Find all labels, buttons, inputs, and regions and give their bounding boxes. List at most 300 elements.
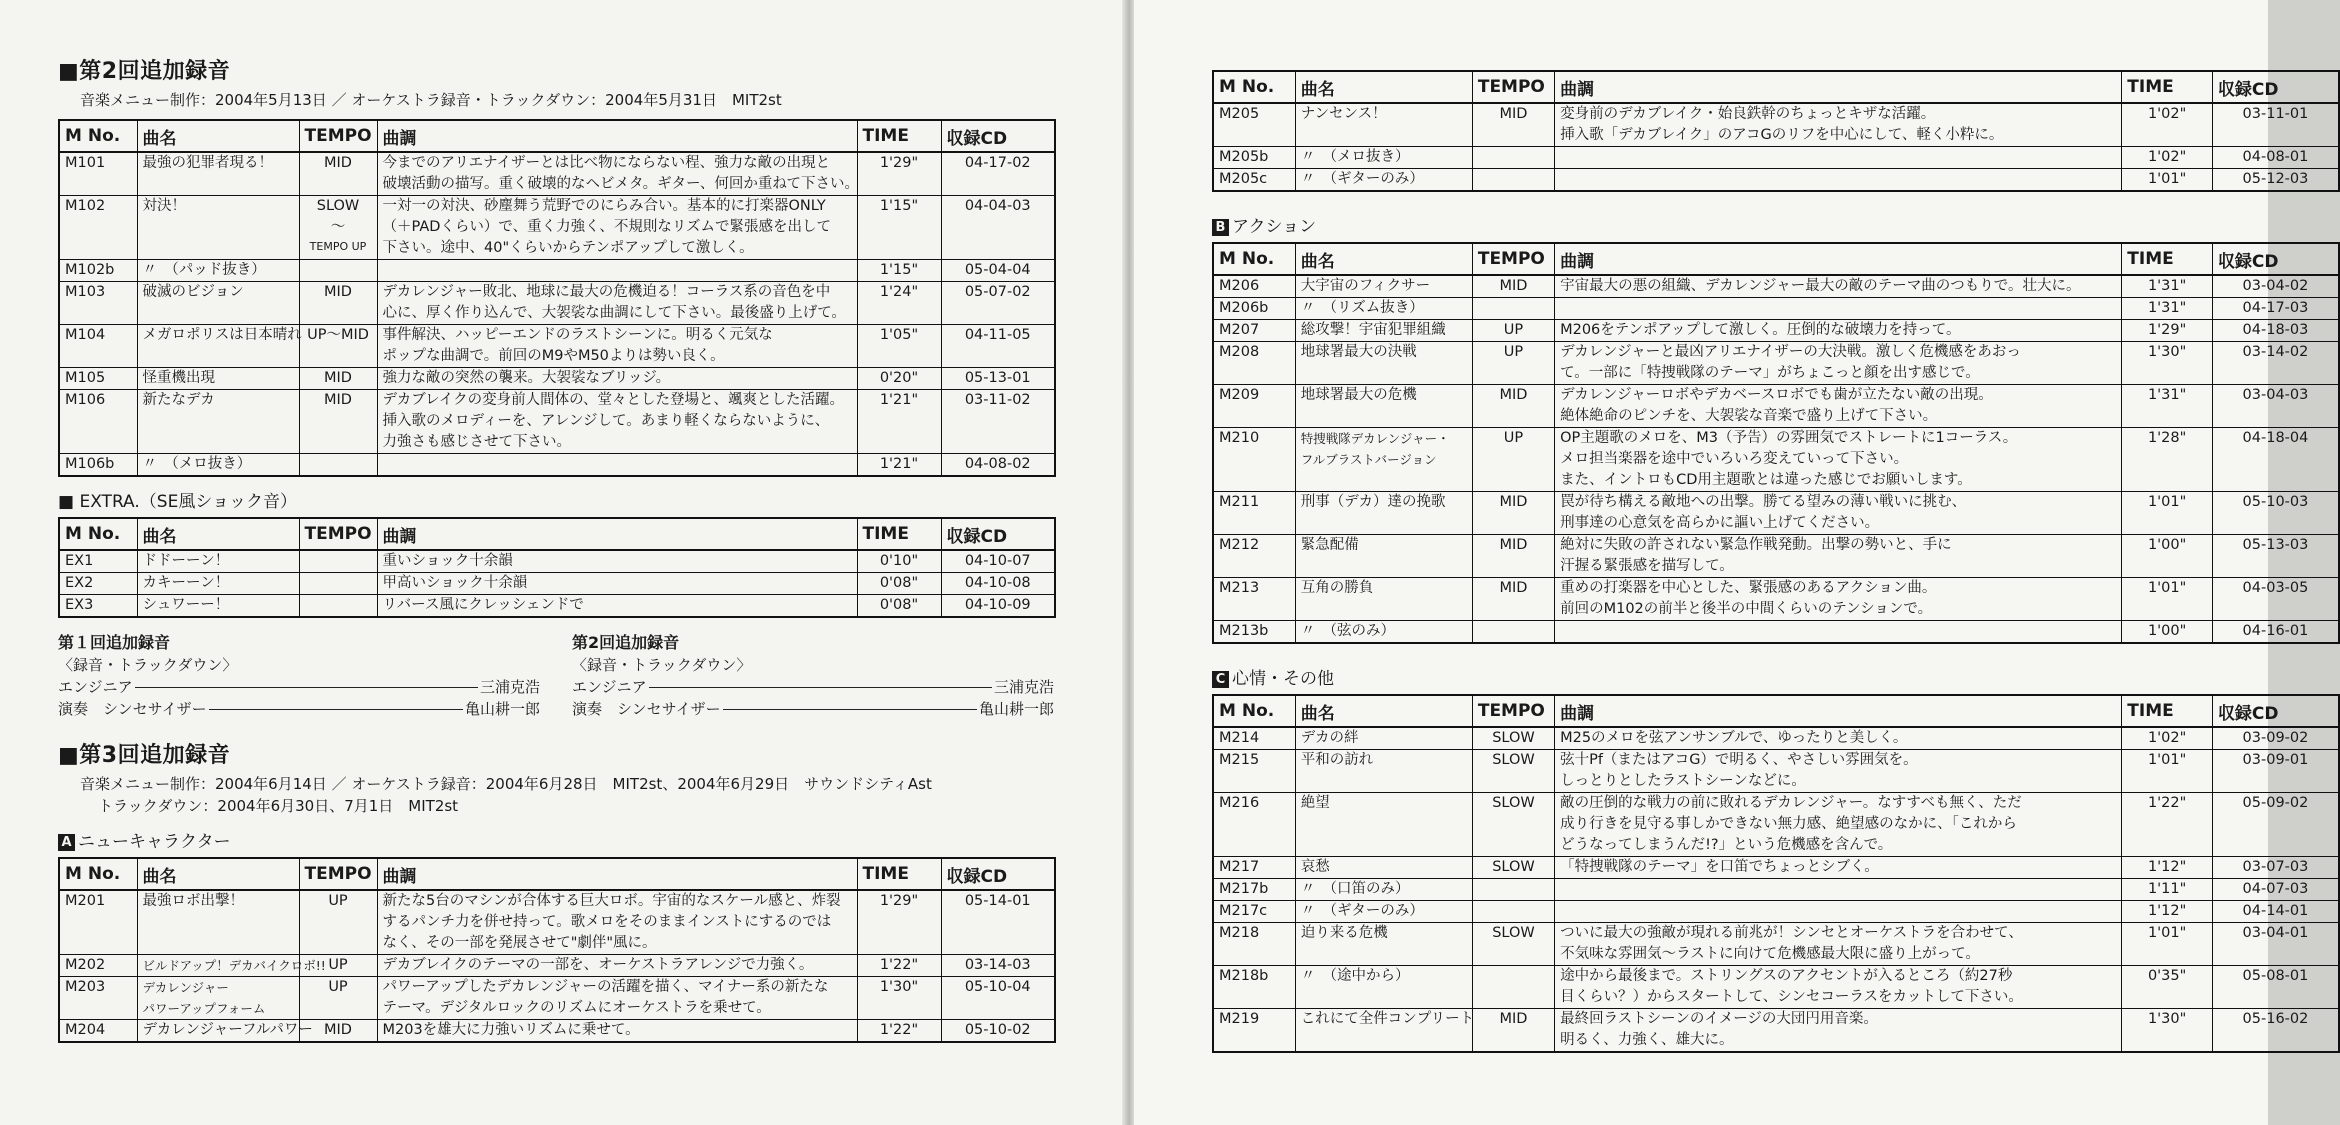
credit-role: エンジニア (572, 678, 647, 696)
track-cd: 04-08-01 (2212, 147, 2339, 169)
track-tone-cell (377, 152, 860, 196)
track-title-cell (137, 152, 299, 196)
tempo-value: MID (324, 1022, 352, 1038)
track-title-cell (1295, 578, 1472, 621)
track-time: 0'10" (857, 550, 941, 573)
track-cd: 03-04-01 (2212, 923, 2339, 966)
track-title-cell (137, 390, 299, 454)
table-header (1213, 695, 2339, 727)
table-row (59, 977, 1055, 1020)
track-tone-cell (1555, 879, 2122, 901)
track-tone-cell (1555, 320, 2122, 342)
table-header (59, 120, 1055, 152)
track-title-cell (1295, 966, 1472, 1009)
track-title: メガロポリスは日本晴れ (142, 327, 302, 343)
track-cd: 05-04-04 (941, 260, 1055, 282)
track-tone-cell (377, 595, 857, 618)
table-row (1213, 750, 2339, 793)
title-line: フルブラストバージョン (1300, 452, 1437, 467)
track-time: 1'00" (2122, 621, 2213, 644)
track-table-3rd (58, 857, 1056, 1043)
tone-line: 絶体絶命のピンチを、大袈裟な音楽で盛り上げて下さい。 (1560, 408, 1938, 424)
track-no: M217 (1213, 857, 1295, 879)
credit-row-performer (58, 698, 540, 720)
track-title: 刑事（デカ）達の挽歌 (1300, 494, 1446, 510)
tone-line: 重いショック十余韻 (382, 553, 513, 569)
right-page (1134, 0, 2309, 1125)
tone-line: 一対一の対決、砂塵舞う荒野でのにらみ合い。基本的に打楽器ONLY (382, 198, 826, 214)
extra-heading: ■ EXTRA.（SE風ショック音） (58, 492, 297, 512)
track-title-cell (1295, 342, 1472, 385)
table-row (59, 325, 1055, 368)
tone-line: 今までのアリエナイザーとは比べ物にならない程、強力な敵の出現と (382, 155, 831, 171)
tone-line: 成り行きを見守る事しかできない無力感、絶望感のなかに、「これから (1560, 816, 2017, 832)
track-time: 0'08" (857, 573, 941, 595)
col-header-time: TIME (2122, 71, 2213, 103)
section-meta-3rd-2: トラックダウン：2004年6月30日、7月1日 MIT2st (98, 797, 459, 815)
track-time: 1'24" (857, 282, 941, 325)
track-tempo-cell (1472, 793, 1554, 857)
track-no: M213b (1213, 621, 1295, 644)
track-title: 最強の犯罪者現る！ (142, 155, 273, 171)
track-tone-cell (377, 890, 857, 955)
col-header-tone: 曲調 (1555, 71, 2122, 103)
tempo-value: MID (324, 155, 352, 171)
track-tone-cell (377, 1020, 857, 1043)
track-title: 互角の勝負 (1300, 580, 1374, 596)
tone-line: ポップな曲調で。前回のM9やM50よりは勢い良く。 (382, 348, 725, 364)
track-title-cell (137, 260, 299, 282)
track-tone-cell (377, 390, 857, 454)
track-title: 最強ロボ出撃！ (142, 893, 244, 909)
track-cd: 04-10-09 (941, 595, 1055, 618)
col-header-title: 曲名 (1295, 71, 1472, 103)
track-no: M218b (1213, 966, 1295, 1009)
track-tone-cell (377, 550, 857, 573)
subsection-c-label: 心情・その他 (1232, 669, 1334, 689)
track-tempo-cell (1472, 428, 1554, 492)
track-tempo-cell (299, 390, 377, 454)
track-cd: 04-10-07 (941, 550, 1055, 573)
track-cd: 04-18-03 (2212, 320, 2339, 342)
tempo-value: SLOW (1492, 925, 1535, 941)
track-tempo-cell (1472, 901, 1554, 923)
track-title-cell (137, 890, 299, 955)
tempo-value: MID (324, 370, 352, 386)
table-row (59, 454, 1055, 477)
track-time: 1'01" (2122, 578, 2213, 621)
tone-line: M206をテンポアップして激しく。圧倒的な破壊力を持って。 (1560, 322, 1961, 338)
track-title-cell (1295, 857, 1472, 879)
track-title: 〃 （メロ抜き） (142, 456, 252, 472)
subsection-c (1212, 664, 2268, 689)
track-tone-cell (1555, 727, 2122, 750)
track-tone-cell (1555, 385, 2122, 428)
col-header-tempo: TEMPO (1472, 695, 1554, 727)
track-time: 1'30" (2122, 342, 2213, 385)
track-tone-cell (377, 282, 857, 325)
table-row (59, 196, 1055, 260)
table-row (59, 890, 1055, 955)
credit-subtitle: 〈録音・トラックダウン〉 (58, 656, 238, 674)
track-tempo-cell (1472, 727, 1554, 750)
col-header-no: M No. (59, 120, 137, 152)
badge-b: B (1212, 219, 1229, 236)
tone-line: 宇宙最大の悪の組織、デカレンジャー最大の敵のテーマ曲のつもりで。壮大に。 (1560, 278, 2081, 294)
track-title: 緊急配備 (1300, 537, 1359, 553)
track-time: 1'29" (2122, 320, 2213, 342)
track-no: M217b (1213, 879, 1295, 901)
track-title: 哀愁 (1300, 859, 1330, 875)
credit-block-1 (58, 632, 540, 720)
col-header-cd: 収録CD (2212, 71, 2339, 103)
tone-line: 変身前のデカブレイク・始良鉄幹のちょっとキザな活躍。 (1560, 106, 1936, 122)
track-table-emotion (1212, 694, 2340, 1053)
track-title-cell (1295, 1009, 1475, 1053)
track-title: 怪重機出現 (142, 370, 215, 386)
track-cd: 03-07-03 (2212, 857, 2339, 879)
track-no: M102b (59, 260, 137, 282)
track-no: M212 (1213, 535, 1295, 578)
tone-line: 下さい。途中、40"くらいからテンポアップして激しく。 (382, 240, 754, 256)
track-tone-cell (377, 955, 857, 977)
table-header (59, 858, 1055, 890)
track-time: 1'22" (857, 955, 941, 977)
track-time: 1'01" (2122, 923, 2213, 966)
track-cd: 04-11-05 (941, 325, 1055, 368)
tone-line: OP主題歌のメロを、M3（予告）の雰囲気でストレートに1コーラス。 (1560, 430, 2018, 446)
col-header-no: M No. (59, 858, 137, 890)
tone-line: 強力な敵の突然の襲来。大袈裟なブリッジ。 (382, 370, 671, 386)
tone-line: メロ担当楽器を途中でいろいろ変えていって下さい。 (1560, 451, 1909, 467)
track-title-cell (1295, 901, 1472, 923)
track-no: M106b (59, 454, 137, 477)
table-row (59, 260, 1055, 282)
track-title-cell (1295, 428, 1472, 492)
track-tempo-cell (1472, 169, 1554, 192)
table-row (59, 1020, 1055, 1043)
track-time: 0'35" (2122, 966, 2213, 1009)
table-row (1213, 966, 2339, 1009)
col-header-time: TIME (857, 858, 941, 890)
track-cd: 04-18-04 (2212, 428, 2339, 492)
track-tempo-cell (1472, 492, 1554, 535)
table-row (1213, 879, 2339, 901)
track-title-cell (1295, 727, 1472, 750)
track-tone-cell (1555, 169, 2122, 192)
table-row (59, 955, 1055, 977)
tone-line: 新たな5台のマシンが合体する巨大ロボ。宇宙的なスケール感と、炸裂 (382, 893, 841, 909)
track-cd: 05-13-01 (941, 368, 1055, 390)
track-time: 1'31" (2122, 385, 2213, 428)
track-time: 1'00" (2122, 535, 2213, 578)
track-no: EX1 (59, 550, 137, 573)
track-tempo-cell (299, 282, 377, 325)
col-header-no: M No. (1213, 71, 1295, 103)
track-tone-cell (1555, 793, 2122, 857)
col-header-tempo: TEMPO (299, 120, 377, 152)
subsection-a (58, 827, 1124, 852)
tone-line: 絶対に失敗の許されない緊急作戦発動。出撃の勢いと、手に (1560, 537, 1952, 553)
track-tempo-cell (1472, 275, 1554, 298)
track-title: ビルドアップ！デカバイクロボ!! (142, 958, 326, 973)
tempo-value: UP〜MID (307, 327, 369, 343)
tone-line: デカレンジャーと最凶アリエナイザーの大決戦。激しく危機感をあおっ (1560, 344, 2021, 360)
tempo-value: MID (1499, 494, 1528, 510)
track-title: 〃 （メロ抜き） (1300, 149, 1410, 165)
section-heading-2nd: ■第2回追加録音 (58, 59, 231, 84)
col-header-tone: 曲調 (1555, 695, 2122, 727)
track-tempo-cell (1472, 857, 1554, 879)
track-title-cell (1295, 103, 1472, 147)
tempo-value: SLOW (1492, 795, 1535, 811)
track-title: ナンセンス！ (1300, 106, 1387, 122)
track-time: 0'20" (857, 368, 941, 390)
track-title: デカレンジャーフルパワー (142, 1022, 313, 1038)
track-table-2nd (58, 119, 1056, 477)
credit-title: 第2回追加録音 (572, 633, 680, 652)
track-no: EX3 (59, 595, 137, 618)
track-tone-cell (377, 368, 857, 390)
track-tempo-cell (1472, 103, 1554, 147)
track-table-right-top (1212, 70, 2340, 192)
track-title: 対決！ (142, 198, 186, 214)
col-header-time: TIME (857, 518, 941, 550)
track-title-cell (1295, 385, 1472, 428)
track-title-cell (137, 550, 299, 573)
track-cd: 05-10-04 (941, 977, 1055, 1020)
tone-line: 最終回ラストシーンのイメージの大団円用音楽。 (1560, 1011, 1878, 1027)
track-tone-cell (1555, 275, 2122, 298)
track-tone-cell (1555, 857, 2122, 879)
tone-line: 不気味な雰囲気〜ラストに向けて危機感最大限に盛り上がって。 (1560, 946, 1980, 962)
tempo-value: MID (324, 392, 352, 408)
track-tone-cell (1555, 621, 2122, 644)
track-title-cell (1295, 793, 1472, 857)
table-row (1213, 298, 2339, 320)
track-time: 1'29" (857, 152, 941, 196)
track-tempo-cell (299, 977, 377, 1020)
track-title: 〃 （パッド抜き） (142, 262, 266, 278)
tone-line: 重めの打楽器を中心とした、緊張感のあるアクション曲。 (1560, 580, 1937, 596)
tone-line: 目くらい？）からスタートして、シンセコーラスをカットして下さい。 (1560, 989, 2023, 1005)
table-row (1213, 275, 2339, 298)
track-table-extra (58, 517, 1056, 618)
track-cd: 04-16-01 (2212, 621, 2339, 644)
track-cd: 03-04-02 (2212, 275, 2339, 298)
tempo-value: UP (328, 957, 348, 973)
track-tempo-cell (1472, 320, 1554, 342)
table-header (1213, 243, 2339, 275)
col-header-no: M No. (59, 518, 137, 550)
track-tone-cell (1555, 298, 2122, 320)
table-row (1213, 1009, 2339, 1053)
tone-line: 敵の圧倒的な戦力の前に敗れるデカレンジャー。なすすべも無く、ただ (1560, 795, 2022, 811)
col-header-tone: 曲調 (377, 518, 857, 550)
track-title-cell (1295, 298, 1472, 320)
tempo-value: UP (328, 893, 348, 909)
tone-line: 心に、厚く作り込んで、大袈裟な曲調にして下さい。最後盛り上げて。 (382, 305, 846, 321)
tone-line: リバース風にクレッシェンドで (382, 597, 584, 613)
tone-line: M25のメロを弦アンサンブルで、ゆったりと美しく。 (1560, 730, 1908, 746)
credit-row-engineer (58, 676, 540, 698)
track-cd: 04-17-03 (2212, 298, 2339, 320)
table-row (1213, 492, 2339, 535)
tone-line: しっとりとしたラストシーンなどに。 (1560, 773, 1806, 789)
track-cd: 03-14-02 (2212, 342, 2339, 385)
track-cd: 05-13-03 (2212, 535, 2339, 578)
col-header-title: 曲名 (1295, 695, 1472, 727)
table-row (59, 368, 1055, 390)
track-no: M210 (1213, 428, 1295, 492)
col-header-tempo: TEMPO (299, 858, 377, 890)
track-time: 1'31" (2122, 298, 2213, 320)
tempo-value: UP (1503, 430, 1524, 446)
track-tempo-cell (299, 454, 377, 477)
track-tone-cell (377, 454, 857, 477)
tone-line: デカレンジャーロボやデカベースロボでも歯が立たない敵の出現。 (1560, 387, 1993, 403)
track-cd: 04-04-03 (941, 196, 1055, 260)
col-header-tone: 曲調 (377, 858, 857, 890)
track-no: M214 (1213, 727, 1295, 750)
track-cd: 05-08-01 (2212, 966, 2339, 1009)
credit-row-performer (572, 698, 1054, 720)
col-header-no: M No. (1213, 695, 1295, 727)
track-tempo-cell (299, 573, 377, 595)
track-cd: 04-03-05 (2212, 578, 2339, 621)
tempo-line: SLOW (316, 198, 360, 214)
track-time: 0'08" (857, 595, 941, 618)
track-tone-cell (1555, 428, 2122, 492)
track-no: M207 (1213, 320, 1295, 342)
track-time: 1'28" (2122, 428, 2213, 492)
track-title: ドドーーン！ (142, 553, 230, 569)
track-title-cell (1295, 750, 1472, 793)
track-title: 地球署最大の決戦 (1300, 344, 1417, 360)
track-title: 地球署最大の危機 (1300, 387, 1417, 403)
track-time: 1'05" (857, 325, 941, 368)
tone-line: 弦十Pf（またはアコG）で明るく、やさしい雰囲気を。 (1560, 752, 1918, 768)
track-tempo-cell (1472, 147, 1554, 169)
tone-line: 罠が待ち構える敵地への出撃。勝てる望みの薄い戦いに挑む、 (1560, 494, 1967, 510)
track-cd: 03-09-01 (2212, 750, 2339, 793)
tempo-value: SLOW (1492, 730, 1535, 746)
track-title-cell (137, 454, 299, 477)
track-no: M102 (59, 196, 137, 260)
track-title-cell (1295, 275, 1472, 298)
track-tempo-cell (1472, 966, 1554, 1009)
track-title: カキーーン！ (142, 575, 230, 591)
table-row (1213, 147, 2339, 169)
track-time: 1'29" (857, 890, 941, 955)
track-title: 〃 （口笛のみ） (1300, 881, 1410, 897)
track-no: M105 (59, 368, 137, 390)
table-header (1213, 71, 2339, 103)
credit-role: エンジニア (58, 678, 133, 696)
track-no: M217c (1213, 901, 1295, 923)
track-tempo-cell (1472, 621, 1554, 644)
track-title-cell (137, 282, 299, 325)
track-tone-cell (1555, 342, 2122, 385)
track-no: M206b (1213, 298, 1295, 320)
track-time: 1'02" (2122, 147, 2213, 169)
track-time: 1'11" (2122, 879, 2213, 901)
badge-c: C (1212, 671, 1229, 688)
track-table-action (1212, 242, 2340, 644)
track-time: 1'31" (2122, 275, 2213, 298)
track-cd: 05-14-01 (941, 890, 1055, 955)
track-tone-cell (377, 260, 857, 282)
track-time: 1'12" (2122, 857, 2213, 879)
subsection-b (1212, 212, 2268, 237)
track-no: M205c (1213, 169, 1295, 192)
credit-role: 演奏 シンセサイザー (58, 700, 207, 718)
table-row (59, 390, 1055, 454)
track-title: 〃 （リズム抜き） (1300, 300, 1424, 316)
track-title-cell (1295, 535, 1472, 578)
track-time: 1'22" (857, 1020, 941, 1043)
track-no: M209 (1213, 385, 1295, 428)
subsection-a-label: ニューキャラクター (78, 832, 231, 852)
track-title: シュワーー！ (142, 597, 230, 613)
track-no: M206 (1213, 275, 1295, 298)
track-time: 1'12" (2122, 901, 2213, 923)
track-tempo-cell (1472, 1009, 1554, 1053)
tempo-value: MID (1499, 278, 1528, 294)
tone-line: 途中から最後まで。ストリングスのアクセントが入るところ（約27秒 (1560, 968, 2013, 984)
track-tempo-cell (1472, 923, 1554, 966)
tempo-value: MID (1499, 580, 1528, 596)
credit-role: 演奏 シンセサイザー (572, 700, 721, 718)
track-title-cell (1295, 147, 1472, 169)
tone-line: 前回のM102の前半と後半の中間くらいのテンションで。 (1560, 601, 1933, 617)
col-header-time: TIME (2122, 695, 2213, 727)
track-title: 〃 （ギターのみ） (1300, 171, 1424, 187)
track-no: M208 (1213, 342, 1295, 385)
track-tempo-cell (1472, 342, 1554, 385)
track-tone-cell (1555, 923, 2122, 966)
tempo-value: UP (328, 979, 348, 995)
col-header-time: TIME (2122, 243, 2213, 275)
track-cd: 04-10-08 (941, 573, 1055, 595)
track-tone-cell (1555, 1009, 2122, 1053)
track-cd: 04-08-02 (941, 454, 1055, 477)
track-time: 1'22" (2122, 793, 2213, 857)
table-row (1213, 385, 2339, 428)
tempo-value: MID (1499, 1011, 1528, 1027)
track-cd: 03-11-01 (2212, 103, 2339, 147)
track-no: M216 (1213, 793, 1295, 857)
track-title: 大宇宙のフィクサー (1300, 278, 1431, 294)
table-row (1213, 578, 2339, 621)
track-title: 〃 （ギターのみ） (1300, 903, 1424, 919)
tone-line: 力強さも感じさせて下さい。 (382, 434, 571, 450)
track-cd: 05-10-03 (2212, 492, 2339, 535)
track-title: 平和の訪れ (1300, 752, 1374, 768)
track-title-cell (137, 325, 302, 368)
track-tempo-cell (1472, 385, 1554, 428)
track-tempo-cell (299, 325, 377, 368)
tempo-value: SLOW (1492, 752, 1535, 768)
table-header (59, 518, 1055, 550)
table-row (1213, 857, 2339, 879)
track-no: M215 (1213, 750, 1295, 793)
col-header-cd: 収録CD (941, 120, 1055, 152)
track-time: 1'01" (2122, 750, 2213, 793)
track-cd: 04-17-02 (941, 152, 1055, 196)
track-time: 1'21" (857, 454, 941, 477)
track-title: 総攻撃！宇宙犯罪組織 (1300, 322, 1446, 338)
